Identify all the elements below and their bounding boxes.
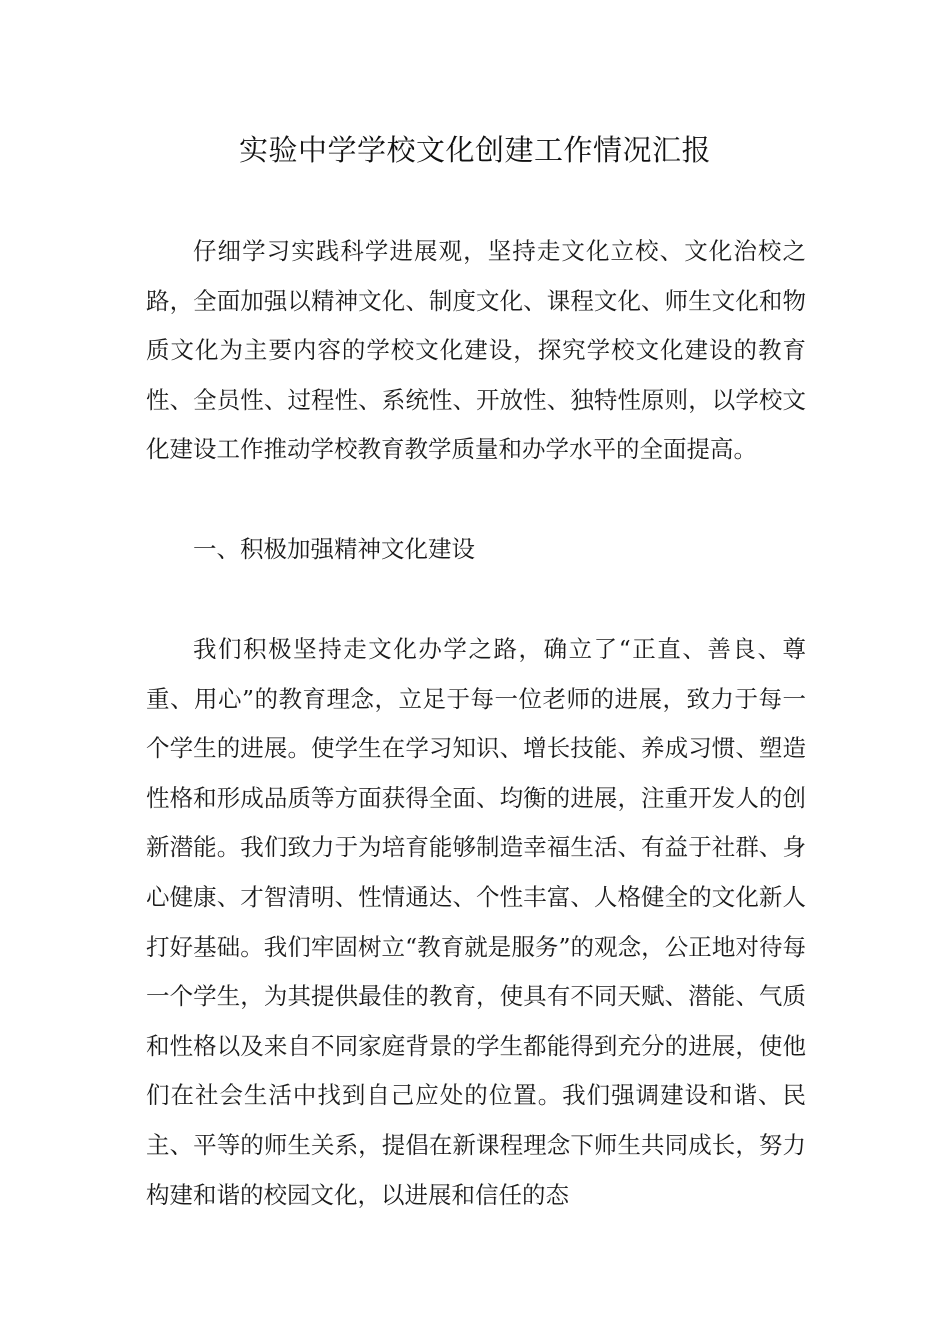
section-1-paragraph: 我们积极坚持走文化办学之路，确立了“正直、善良、尊重、用心”的教育理念，立足于每一位老师的进展，致力于每一个学生的进展。使学生在学习知识、增长技能、养成习惯、塑造性格和形成品质等方面获得全面、均衡的进展，注重开发人的创新潜能。我们致力于为培育能够制造幸福生活、有益于社群、身心健康、才智清明、性情通达、个性丰富、人格健全的文化新人打好基础。我们牢固树立“教育就是服务”的观念，公正地对待每一个学生，为其提供最佳的教育，使具有不同天赋、潜能、气质和性格以及来自不同家庭背景的学生都能得到充分的进展，使他们在社会生活中找到自己应处的位置。我们强调建设和谐、民主、平等的师生关系，提倡在新课程理念下师生共同成长，努力构建和谐的校园文化，以进展和信任的态 (146, 635, 806, 1209)
document-title: 实验中学学校文化创建工作情况汇报 (238, 133, 711, 167)
intro-paragraph: 仔细学习实践科学进展观，坚持走文化立校、文化治校之路，全面加强以精神文化、制度文化、课程文化、师生文化和物质文化为主要内容的学校文化建设，探究学校文化建设的教育性、全员性、过程性、系统性、开放性、独特性原则，以学校文化建设工作推动学校教育教学质量和办学水平的全面提高。 (146, 237, 806, 464)
section-heading-1: 一、积极加强精神文化建设 (193, 535, 475, 563)
